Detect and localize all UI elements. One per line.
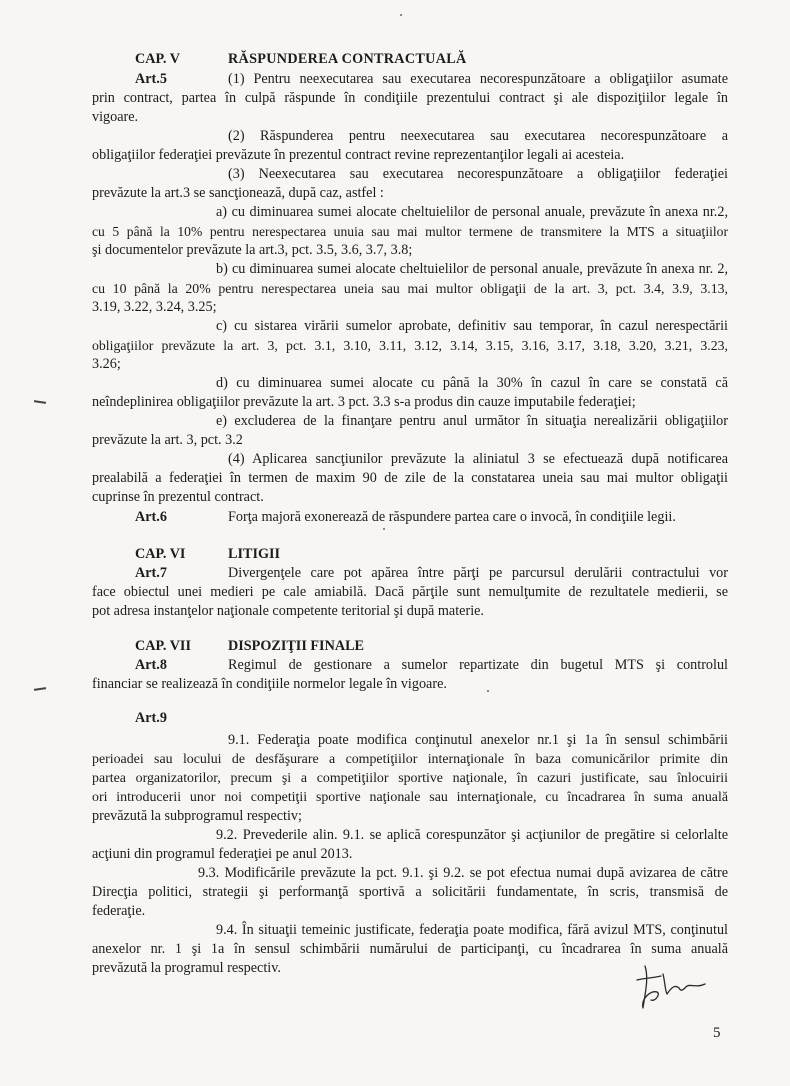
art5-item-c-line: 3.26; xyxy=(92,356,121,372)
scan-mark xyxy=(34,400,46,403)
art9-p93-line: Direcţia politici, strategii şi performanţă sportivă a solicitării fundamentate, în scris, transmisă de xyxy=(92,884,728,900)
chapter-5-title: RĂSPUNDEREA CONTRACTUALĂ xyxy=(228,51,467,67)
art8-line: Regimul de gestionare a sumelor repartizate din bugetul MTS şi controlul xyxy=(228,657,728,673)
chapter-7-title: DISPOZIŢII FINALE xyxy=(228,638,365,654)
art5-p4-line: (4) Aplicarea sancţiunilor prevăzute la aliniatul 3 se efectuează după notificarea xyxy=(228,451,728,467)
art5-item-a-line: a) cu diminuarea sumei alocate cheltuielilor de personal anuale, prevăzute în anexa nr.2, xyxy=(216,204,728,220)
chapter-6-title: LITIGII xyxy=(228,546,281,562)
art9-p91-line: prevăzută la subprogramul respectiv; xyxy=(92,808,302,824)
art9-p94-line: anexelor nr. 1 şi 1a în sensul schimbării numărului de participanţi, cu încadrarea în suma anuală xyxy=(92,941,728,957)
chapter-7-label: CAP. VII xyxy=(135,638,191,654)
art9-label: Art.9 xyxy=(135,710,167,726)
chapter-6-label: CAP. VI xyxy=(135,546,186,562)
art9-p94-line: 9.4. În situaţii temeinic justificate, federaţia poate modifica, fără avizul MTS, conţinutul xyxy=(216,922,728,938)
scan-mark xyxy=(34,687,46,690)
art7-line: face obiectul unei medieri pe cale amiabilă. Dacă părţile sunt nemulţumite de rezultatele medierii, se xyxy=(92,584,728,600)
art5-item-c-line: obligaţiilor prevăzute la art. 3, pct. 3.1, 3.10, 3.11, 3.12, 3.14, 3.15, 3.16, 3.17, 3.18, 3.20, 3.21, 3.23, xyxy=(92,338,728,353)
art5-item-c-line: c) cu sistarea virării sumelor aprobate, definitiv sau temporar, în cazul nerespectării xyxy=(216,318,728,334)
art9-p91-line: 9.1. Federaţia poate modifica conţinutul anexelor nr.1 şi 1a în sensul schimbării xyxy=(228,732,728,748)
art5-p1-line: prin contract, partea în culpă răspunde în condiţiile prezentului contract şi ale dispoziţiilor legale în xyxy=(92,90,728,106)
art5-item-a-line: şi documentelor prevăzute la art.3, pct. 3.5, 3.6, 3.7, 3.8; xyxy=(92,242,413,258)
art5-item-d-line: d) cu diminuarea sumei alocate cu până la 30% în cazul în care se constată că xyxy=(216,375,728,391)
art9-p91-line: ori introducerii unor noi competiţii sportive naţionale sau internaţionale, cu încadrarea în suma anuală xyxy=(92,790,728,805)
art9-p94-line: prevăzută la programul respectiv. xyxy=(92,960,281,976)
chapter-5-label: CAP. V xyxy=(135,51,180,67)
art8-label: Art.8 xyxy=(135,657,167,673)
art5-item-b-line: cu 10 până la 20% pentru nerespectarea uneia sau mai multor obligaţii de la art. 3, pct. 3.4, 3.9, 3.13, xyxy=(92,281,728,296)
art5-item-e-line: prevăzute la art. 3, pct. 3.2 xyxy=(92,432,243,448)
art6-text: Forţa majoră exonerează de răspundere partea care o invocă, în condiţiile legii. xyxy=(228,509,676,525)
art5-item-e-line: e) excluderea de la finanţare pentru anul următor în situaţia nerealizării obligaţiilor xyxy=(216,413,728,429)
art5-p3-line: prevăzute la art.3 se sancţionează, după caz, astfel : xyxy=(92,185,384,201)
art9-p92-line: 9.2. Prevederile alin. 9.1. se aplică corespunzător şi acţiunilor de pregătire si celorlalte xyxy=(216,827,728,843)
scan-speck xyxy=(383,528,385,530)
art5-p4-line: prealabilă a federaţiei în termen de maxim 90 de zile de la constatarea uneia sau mai multor obligaţii xyxy=(92,470,728,486)
art5-p4-line: cuprinse în prezentul contract. xyxy=(92,489,264,505)
art9-p93-line: federaţie. xyxy=(92,903,146,919)
art9-p93-line: 9.3. Modificările prevăzute la pct. 9.1. şi 9.2. se pot efectua numai după avizarea de către xyxy=(198,865,728,881)
art9-p91-line: perioadei sau locului de desfăşurare a competiţiilor internaţionale în baza comunicărilor primite din xyxy=(92,752,728,767)
art8-line: financiar se realizează în condiţiile normelor legale în vigoare. xyxy=(92,676,447,692)
art9-p91-line: partea organizatorilor, precum şi a competiţiilor sportive naţionale, în cazuri justificate, sau înlocuirii xyxy=(92,771,728,786)
scan-speck xyxy=(400,14,402,16)
art5-item-a-line: cu 5 până la 10% pentru nerespectarea unuia sau mai multor termene de transmitere la MTS a situaţiilor xyxy=(92,224,728,239)
art6-label: Art.6 xyxy=(135,509,167,525)
art7-line: pot adresa instanţelor naţionale competente teritorial şi după materie. xyxy=(92,603,484,619)
art5-label: Art.5 xyxy=(135,71,167,87)
art5-item-b-line: b) cu diminuarea sumei alocate cheltuielilor de personal anuale, prevăzute în anexa nr. 2, xyxy=(216,261,728,277)
art5-p2-line: (2) Răspunderea pentru neexecutarea sau executarea necorespunzătoare a xyxy=(228,128,728,144)
art5-p1-line: vigoare. xyxy=(92,109,139,125)
art5-item-d-line: neîndeplinirea obligaţiilor prevăzute la art. 3 pct. 3.3 s-a produs din cauze imputabile federaţiei; xyxy=(92,394,636,410)
art7-line: Divergenţele care pot apărea între părţi pe parcursul derulării contractului vor xyxy=(228,565,728,581)
art5-item-b-line: 3.19, 3.22, 3.24, 3.25; xyxy=(92,299,217,315)
art9-p92-line: acţiuni din programul federaţiei pe anul 2013. xyxy=(92,846,353,862)
handwritten-signature xyxy=(635,958,715,1018)
art5-p2-line: obligaţiilor federaţiei prevăzute în prezentul contract revine reprezentanţilor legali ai acesteia. xyxy=(92,147,625,163)
art5-p1-line: (1) Pentru neexecutarea sau executarea necorespunzătoare a obligaţiilor asumate xyxy=(228,71,728,87)
page-number: 5 xyxy=(713,1025,721,1041)
art7-label: Art.7 xyxy=(135,565,167,581)
art5-p3-line: (3) Neexecutarea sau executarea necorespunzătoare a obligaţiilor federaţiei xyxy=(228,166,728,182)
scan-speck xyxy=(487,690,489,692)
